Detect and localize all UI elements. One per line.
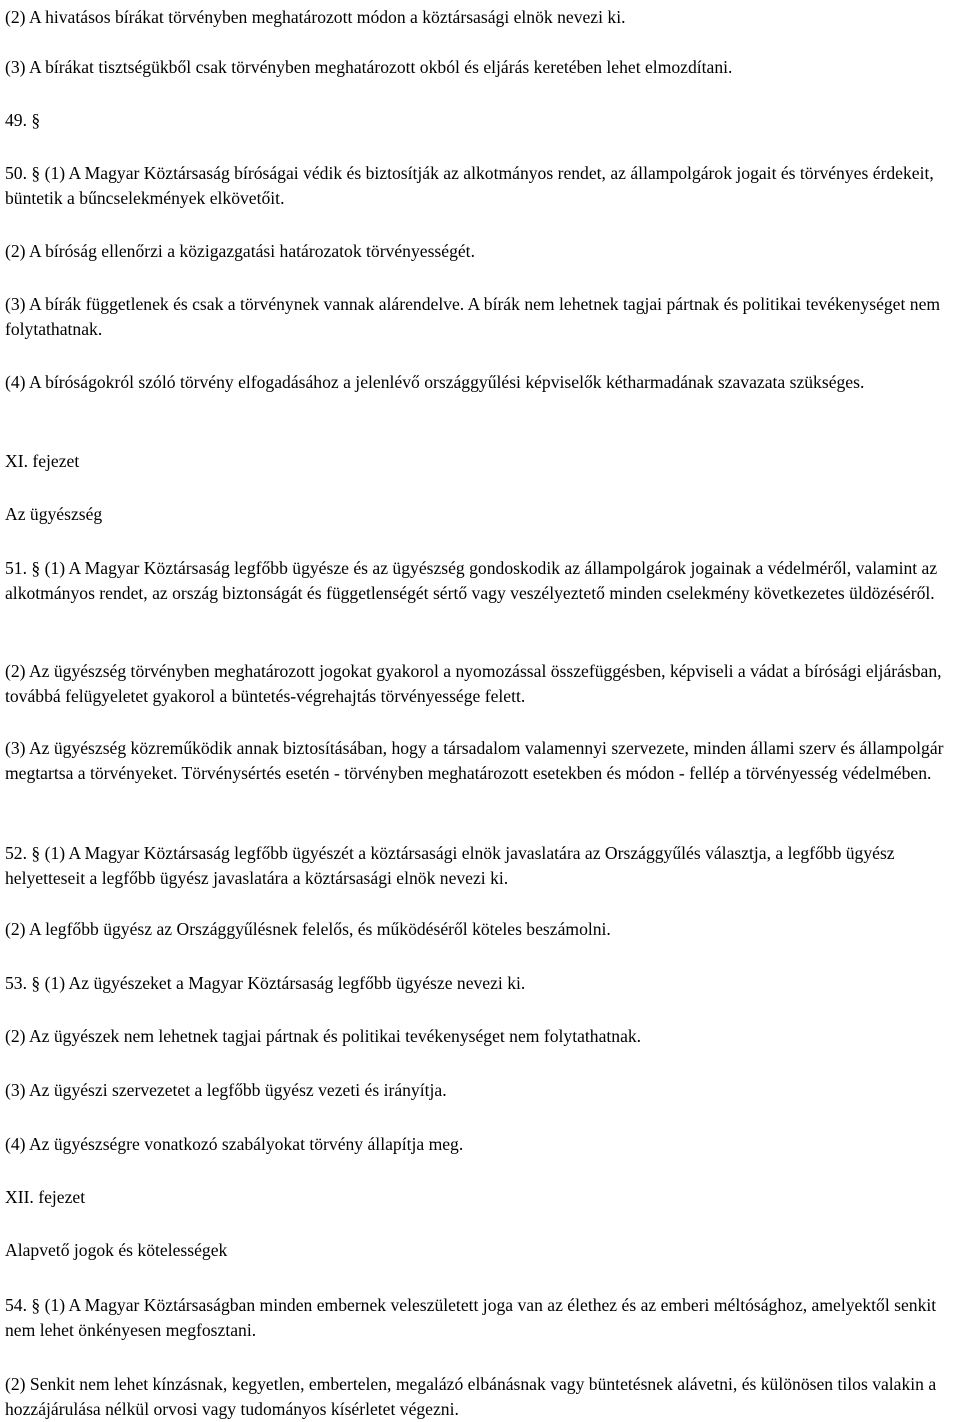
- paragraph: (4) Az ügyészségre vonatkozó szabályokat törvény állapítja meg.: [5, 1134, 464, 1154]
- paragraph: (4) A bíróságokról szóló törvény elfogadásához a jelenlévő országgyűlési képviselők kétharmadának szavazata szükséges.: [5, 372, 865, 392]
- paragraph: (3) Az ügyészség közreműködik annak biztosításában, hogy a társadalom valamennyi szervezete, minden állami szerv és állampolgár megtartsa a törvényeket. Törvénysértés esetén - törvényben meghatározott esetekben és módon - fellép a törvényesség védelmében.: [5, 738, 944, 783]
- chapter-title: Alapvető jogok és kötelességek: [5, 1240, 228, 1260]
- chapter-heading: XI. fejezet: [5, 451, 80, 471]
- paragraph: 50. § (1) A Magyar Köztársaság bíróságai védik és biztosítják az alkotmányos rendet, az állampolgárok jogait és törvényes érdekeit, büntetik a bűncselekmények elkövetőit.: [5, 163, 934, 208]
- paragraph: 51. § (1) A Magyar Köztársaság legfőbb ügyésze és az ügyészség gondoskodik az állampolgárok jogainak a védelméről, valamint az alkotmányos rendet, az ország biztonságát és függetlenségét sértő vagy veszélyeztető minden cselekmény következetes üldözéséről.: [5, 558, 938, 603]
- paragraph: 53. § (1) Az ügyészeket a Magyar Köztársaság legfőbb ügyésze nevezi ki.: [5, 973, 526, 993]
- paragraph: (2) A hivatásos bírákat törvényben meghatározott módon a köztársasági elnök nevezi ki.: [5, 7, 626, 27]
- paragraph: (2) Az ügyészség törvényben meghatározott jogokat gyakorol a nyomozással összefüggésben, képviseli a vádat a bírósági eljárásban, továbbá felügyeletet gyakorol a büntetés-végrehajtás törvényessége felett.: [5, 661, 942, 706]
- paragraph: (2) Az ügyészek nem lehetnek tagjai pártnak és politikai tevékenységet nem folytathatnak.: [5, 1026, 642, 1046]
- paragraph: (2) A bíróság ellenőrzi a közigazgatási határozatok törvényességét.: [5, 241, 475, 261]
- paragraph: (2) Senkit nem lehet kínzásnak, kegyetlen, embertelen, megalázó elbánásnak vagy büntetésnek alávetni, és különösen tilos valakin a hozzájárulása nélkül orvosi vagy tudományos kísérletet végezni.: [5, 1374, 937, 1419]
- chapter-heading: XII. fejezet: [5, 1187, 86, 1207]
- chapter-title: Az ügyészség: [5, 504, 103, 524]
- paragraph: 49. §: [5, 110, 41, 130]
- paragraph: 52. § (1) A Magyar Köztársaság legfőbb ügyészét a köztársasági elnök javaslatára az Országgyűlés választja, a legfőbb ügyész helyetteseit a legfőbb ügyész javaslatára a köztársasági elnök nevezi ki.: [5, 843, 895, 888]
- paragraph: (3) Az ügyészi szervezetet a legfőbb ügyész vezeti és irányítja.: [5, 1080, 447, 1100]
- paragraph: (2) A legfőbb ügyész az Országgyűlésnek felelős, és működéséről köteles beszámolni.: [5, 919, 611, 939]
- paragraph: 54. § (1) A Magyar Köztársaságban minden embernek veleszületett joga van az élethez és az emberi méltósághoz, amelyektől senkit nem lehet önkényesen megfosztani.: [5, 1295, 937, 1340]
- paragraph: (3) A bírákat tisztségükből csak törvényben meghatározott okból és eljárás keretében lehet elmozdítani.: [5, 57, 733, 77]
- paragraph: (3) A bírák függetlenek és csak a törvénynek vannak alárendelve. A bírák nem lehetnek tagjai pártnak és politikai tevékenységet nem folytathatnak.: [5, 294, 941, 339]
